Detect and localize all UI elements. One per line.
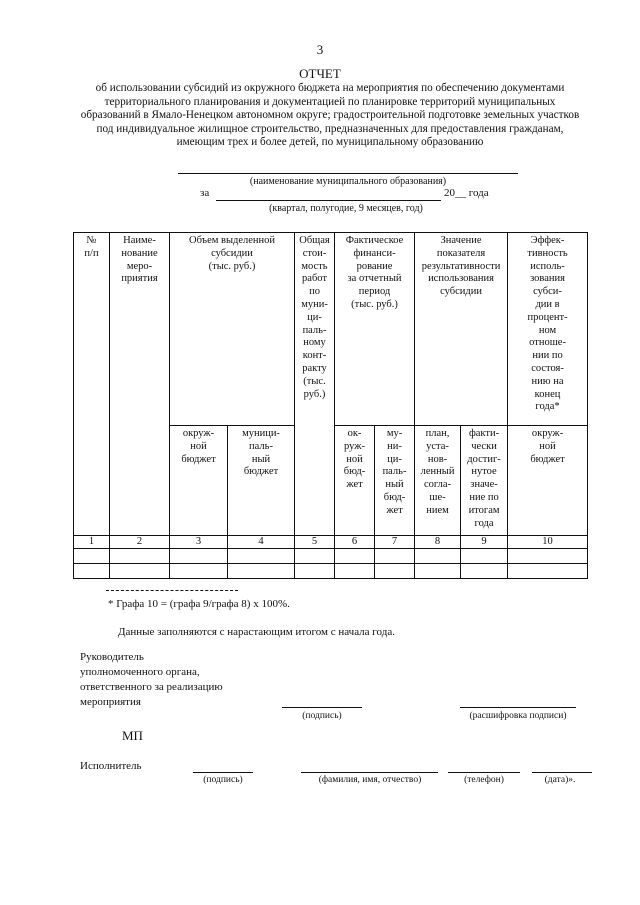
table-cell[interactable]: [74, 564, 110, 579]
period-line: [216, 200, 441, 201]
table-cell[interactable]: [375, 564, 415, 579]
head-label: Руководитель уполномоченного органа, ответственного за реализацию мероприятия: [80, 651, 223, 708]
table-row: [74, 564, 588, 579]
executor-date-caption: (дата)».: [544, 775, 576, 785]
column-number: 3: [170, 536, 228, 549]
table-row: [74, 549, 588, 564]
header-total-cost: Общая стои- мость работ по муни- ци- паль- ному конт- ракту (тыс. руб.): [295, 233, 335, 536]
municipality-caption: (наименование муниципального образования): [249, 176, 447, 187]
header-number: № п/п: [74, 233, 110, 536]
subheader-financing-municipal: му- ни- ци- паль- ный бюд- жет: [375, 426, 415, 536]
subheader-efficiency-district: окруж- ной бюджет: [508, 426, 588, 536]
subheader-district-budget: окруж- ной бюджет: [170, 426, 228, 536]
header-performance-indicator: Значение показателя результативности использования субсидии: [415, 233, 508, 426]
head-signature-caption: (подпись): [302, 711, 342, 721]
report-title: ОТЧЕТ: [299, 66, 341, 81]
table-cell[interactable]: [415, 564, 461, 579]
header-allocated-subsidy: Объем выделенной субсидии (тыс. руб.): [170, 233, 295, 426]
column-number: 7: [375, 536, 415, 549]
municipality-line: [178, 173, 518, 174]
table-cell[interactable]: [228, 564, 295, 579]
executor-date-line[interactable]: [532, 772, 592, 773]
table-cell[interactable]: [415, 549, 461, 564]
table-cell[interactable]: [295, 549, 335, 564]
table-cell[interactable]: [335, 549, 375, 564]
executor-fio-line[interactable]: [301, 772, 438, 773]
header-actual-financing: Фактическое финанси- рование за отчетный период (тыс. руб.): [335, 233, 415, 426]
table-cell[interactable]: [295, 564, 335, 579]
executor-fio-caption: (фамилия, имя, отчество): [318, 775, 422, 785]
column-number: 6: [335, 536, 375, 549]
column-number: 8: [415, 536, 461, 549]
page-number: 3: [316, 42, 324, 57]
table-cell[interactable]: [508, 564, 588, 579]
footnote-separator: [106, 590, 238, 591]
column-number: 1: [74, 536, 110, 549]
table-cell[interactable]: [375, 549, 415, 564]
head-decode-caption: (расшифровка подписи): [469, 711, 567, 721]
period-year: 20__ года: [444, 187, 489, 199]
executor-label: Исполнитель: [80, 760, 142, 772]
column-number: 9: [461, 536, 508, 549]
header-efficiency: Эффек- тивность исполь- зования субси- дии в процент- ном отноше- нии по состоя- нию на конец года*: [508, 233, 588, 426]
executor-signature-line[interactable]: [193, 772, 253, 773]
executor-phone-caption: (телефон): [464, 775, 504, 785]
subheader-actual: факти- чески достиг- нутое значе- ние по итогам года: [461, 426, 508, 536]
table-cell[interactable]: [170, 549, 228, 564]
head-decode-line[interactable]: [460, 707, 576, 708]
header-event-name: Наиме- нование меро- приятия: [110, 233, 170, 536]
table-cell[interactable]: [74, 549, 110, 564]
period-prefix: за: [200, 187, 210, 199]
head-signature-line[interactable]: [282, 707, 362, 708]
report-table: [73, 232, 588, 579]
stamp-label: МП: [122, 728, 143, 743]
column-number: 4: [228, 536, 295, 549]
subheader-municipal-budget: муници- паль- ный бюджет: [228, 426, 295, 536]
subheader-plan: план, уста- нов- ленный согла- ше- нием: [415, 426, 461, 536]
column-number: 2: [110, 536, 170, 549]
table-cell[interactable]: [508, 549, 588, 564]
column-number: 10: [508, 536, 588, 549]
period-caption: (квартал, полугодие, 9 месяцев, год): [269, 203, 423, 214]
table-cell[interactable]: [110, 564, 170, 579]
note: Данные заполняются с нарастающим итогом с начала года.: [118, 626, 395, 638]
executor-signature-caption: (подпись): [203, 775, 243, 785]
subheader-financing-district: ок- руж- ной бюд- жет: [335, 426, 375, 536]
executor-phone-line[interactable]: [448, 772, 520, 773]
table-cell[interactable]: [335, 564, 375, 579]
table-cell[interactable]: [461, 564, 508, 579]
footnote: * Графа 10 = (графа 9/графа 8) х 100%.: [108, 598, 290, 610]
table-cell[interactable]: [110, 549, 170, 564]
report-subtitle: об использовании субсидий из окружного бюджета на мероприятия по обеспечению документами территориального планирования и документацией по планировке территорий муниципальных образований в Ямало-Ненецком автономном округе; градостроительной подготовке земельных участков под индивидуальное жилищное строительство, предназначенных для предоставления гражданам, имеющим трех и более детей, по муниципальному образованию: [80, 82, 580, 148]
column-number: 5: [295, 536, 335, 549]
table-cell[interactable]: [170, 564, 228, 579]
table-cell[interactable]: [461, 549, 508, 564]
table-cell[interactable]: [228, 549, 295, 564]
